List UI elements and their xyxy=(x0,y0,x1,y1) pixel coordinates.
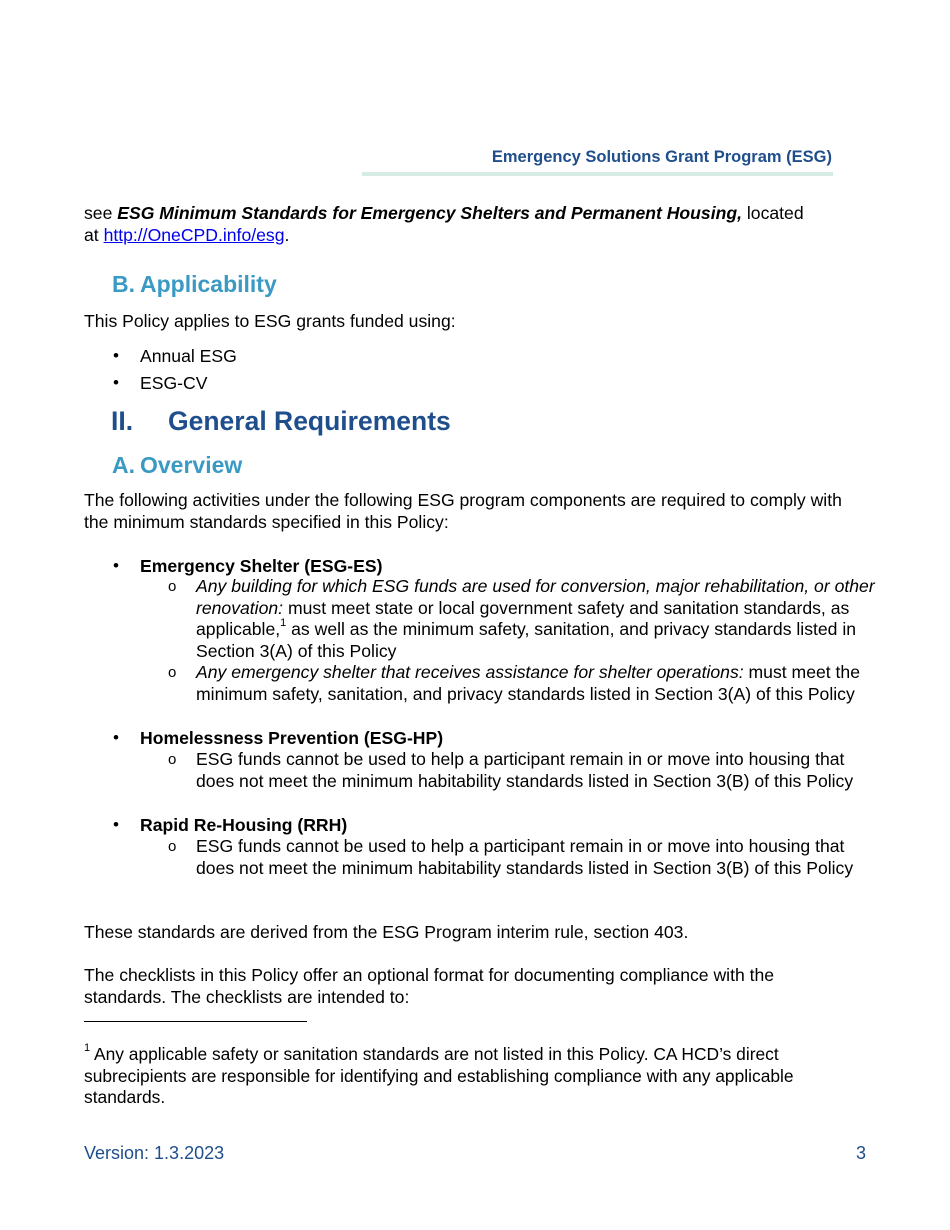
intro-document-title: ESG Minimum Standards for Emergency Shelters and Permanent Housing, xyxy=(117,203,742,223)
footnote-separator xyxy=(84,1021,307,1022)
sub-item-text: must meet state or local government safety and sanitation standards, as applicable, xyxy=(196,597,850,640)
section-ii-title: General Requirements xyxy=(168,406,451,436)
header-rule xyxy=(362,172,833,176)
section-b-number: B. xyxy=(112,271,135,297)
circle-bullet-icon: o xyxy=(168,578,177,595)
intro-prefix: see xyxy=(84,203,118,223)
component-title: Emergency Shelter (ESG-ES) xyxy=(140,556,383,576)
list-item-text: ESG-CV xyxy=(140,373,208,393)
section-ii-heading xyxy=(111,406,451,437)
bullet-icon: • xyxy=(113,728,119,747)
footer-version: Version: 1.3.2023 xyxy=(84,1143,225,1163)
bullet-icon: • xyxy=(113,373,119,392)
intro-line2-suffix: . xyxy=(284,225,290,245)
circle-bullet-icon: o xyxy=(168,664,177,681)
component-title: Rapid Re-Housing (RRH) xyxy=(140,815,348,835)
component-title: Homelessness Prevention (ESG-HP) xyxy=(140,728,444,748)
footnote-marker: 1 xyxy=(84,1042,91,1055)
onecpd-link[interactable]: http://OneCPD.info/esg xyxy=(103,225,285,245)
circle-bullet-icon: o xyxy=(168,838,177,855)
intro-after-title: located xyxy=(741,203,804,223)
running-header-title: Emergency Solutions Grant Program (ESG) xyxy=(491,148,832,166)
section-a-heading xyxy=(112,452,242,479)
circle-bullet-icon: o xyxy=(168,751,177,768)
list-item-text: Annual ESG xyxy=(140,346,237,366)
sub-item-italic: Any building for which ESG funds are used for conversion, major rehabilitation, or other renovation: xyxy=(196,576,875,618)
component-sub-item xyxy=(196,662,876,705)
section-a-title: Overview xyxy=(140,452,243,478)
section-b-title: Applicability xyxy=(140,271,277,297)
intro-paragraph xyxy=(84,202,874,246)
bullet-icon: • xyxy=(113,815,119,834)
section-ii-number: II. xyxy=(111,406,134,436)
footnote-text: Any applicable safety or sanitation standards are not listed in this Policy. CA HCD’s direct subrecipients are responsible for identifying and establishing compliance with any applicable standards. xyxy=(84,1044,794,1108)
component-sub-item xyxy=(196,576,876,662)
component-sub-item: ESG funds cannot be used to help a participant remain in or move into housing that does not meet the minimum habitability standards listed in Section 3(B) of this Policy xyxy=(196,836,854,878)
section-a-number: A. xyxy=(112,452,135,478)
section-b-text: This Policy applies to ESG grants funded using: xyxy=(84,311,456,331)
intro-line2-prefix: at xyxy=(84,225,104,245)
component-sub-item: ESG funds cannot be used to help a participant remain in or move into housing that does not meet the minimum habitability standards listed in Section 3(B) of this Policy xyxy=(196,749,854,791)
section-b-heading xyxy=(112,271,277,298)
checklists-paragraph: The checklists in this Policy offer an optional format for documenting compliance with the standards. The checklists are intended to: xyxy=(84,965,775,1007)
page-number: 3 xyxy=(855,1143,866,1163)
derived-paragraph: These standards are derived from the ESG Program interim rule, section 403. xyxy=(84,922,689,942)
sub-item-text-continued: as well as the minimum safety, sanitation, and privacy standards listed in Section 3(A) of this Policy xyxy=(196,619,857,661)
bullet-icon: • xyxy=(113,556,119,575)
sub-item-text: must meet the minimum safety, sanitation, and privacy standards listed in Section 3(A) of this Policy xyxy=(196,662,861,704)
bullet-icon: • xyxy=(113,346,119,365)
footnote xyxy=(84,1044,864,1109)
sub-item-italic: Any emergency shelter that receives assistance for shelter operations: xyxy=(196,662,744,682)
footnote-reference[interactable]: 1 xyxy=(280,617,287,630)
section-a-intro: The following activities under the following ESG program components are required to comply with the minimum standards specified in this Policy: xyxy=(84,490,842,532)
